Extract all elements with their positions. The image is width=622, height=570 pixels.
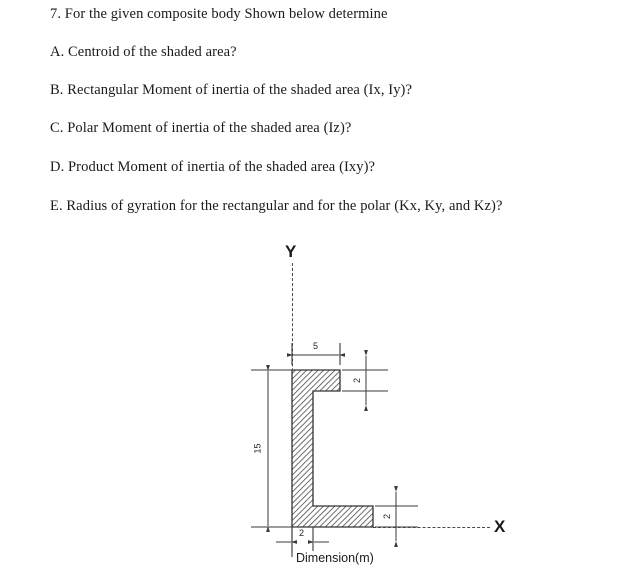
dimension-top-flange-thickness: [342, 356, 388, 405]
channel-section-shape: [292, 370, 373, 527]
section-drawing: [0, 235, 622, 570]
figure-caption: Dimension(m): [296, 551, 374, 565]
dimension-label-bottom-flange-thickness: 2: [382, 513, 393, 520]
question-part-e: E. Radius of gyration for the rectangular and for the polar (Kx, Ky, and Kz)?: [50, 198, 503, 214]
question-part-d: D. Product Moment of inertia of the shaded area (Ixy)?: [50, 159, 376, 175]
composite-body-figure: [0, 235, 622, 570]
question-part-c: C. Polar Moment of inertia of the shaded area (Iz)?: [50, 120, 352, 136]
dimension-label-total-height: 15: [252, 443, 263, 454]
y-axis-label: Y: [285, 242, 297, 261]
x-axis-label: X: [494, 517, 506, 536]
dimension-label-top-flange-thickness: 2: [352, 377, 363, 384]
dimension-label-top-flange-width: 5: [313, 341, 319, 351]
question-part-b: B. Rectangular Moment of inertia of the shaded area (Ix, Iy)?: [50, 82, 413, 98]
question-part-a: A. Centroid of the shaded area?: [50, 44, 237, 60]
dimension-label-web-width: 2: [299, 528, 305, 538]
question-prompt: 7. For the given composite body Shown below determine: [50, 6, 388, 22]
